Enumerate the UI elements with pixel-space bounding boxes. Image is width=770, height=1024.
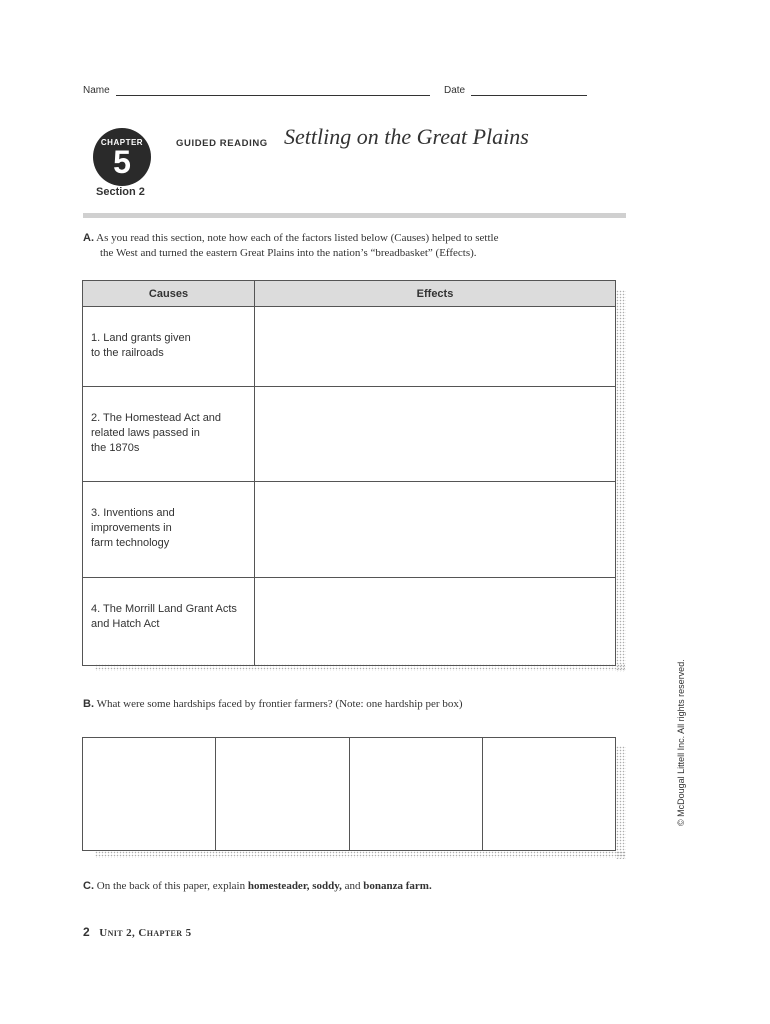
causes-header: Causes — [83, 281, 255, 307]
effect-cell[interactable] — [255, 578, 616, 666]
part-a-letter: A. — [83, 232, 94, 244]
table-row — [83, 307, 616, 387]
hardship-box[interactable] — [483, 738, 615, 850]
page-title: Settling on the Great Plains — [284, 124, 529, 149]
part-a-instructions — [83, 231, 623, 261]
hardship-boxes — [82, 737, 616, 851]
boxes-shadow-bottom — [95, 851, 625, 858]
table-row — [83, 578, 616, 666]
hardship-box[interactable] — [216, 738, 349, 850]
term-homesteader: homesteader, — [247, 880, 310, 892]
page-footer — [83, 925, 192, 939]
name-label: Name — [83, 85, 110, 96]
cause-text: 3. Inventions and improvements in farm technology — [91, 507, 175, 549]
part-c-joiner: and — [341, 880, 364, 892]
effect-cell[interactable] — [255, 387, 616, 482]
effect-cell[interactable] — [255, 307, 616, 387]
boxes-shadow-right — [616, 746, 626, 859]
page-number: 2 — [83, 925, 91, 939]
cause-text: 4. The Morrill Land Grant Acts and Hatch Act — [91, 603, 237, 630]
date-label: Date — [444, 85, 466, 96]
part-a-line1: As you read this section, note how each of the factors listed below (Causes) helped to settle — [96, 232, 499, 244]
copyright-notice: © McDougal Littell Inc. All rights reserved. — [676, 659, 686, 826]
part-c-text: On the back of this paper, explain — [96, 880, 248, 892]
name-field[interactable] — [116, 95, 430, 96]
chapter-badge — [93, 128, 151, 186]
cause-text: 2. The Homestead Act and related laws passed in the 1870s — [91, 412, 222, 454]
unit-chapter-label: Unit 2, Chapter 5 — [99, 927, 192, 939]
part-c-instructions — [83, 879, 623, 894]
part-c-letter: C. — [83, 880, 94, 892]
section-label: Section 2 — [96, 186, 145, 198]
chapter-number: 5 — [113, 144, 131, 180]
header-rule — [83, 213, 626, 218]
part-a-line2: the West and turned the eastern Great Plains into the nation’s “breadbasket” (Effects). — [100, 247, 477, 259]
effect-cell[interactable] — [255, 482, 616, 578]
hardship-box[interactable] — [83, 738, 216, 850]
part-b-instructions — [83, 697, 623, 712]
causes-effects-table — [82, 280, 616, 666]
table-shadow-right — [616, 290, 626, 672]
table-row — [83, 387, 616, 482]
chapter-label: CHAPTER — [100, 138, 144, 147]
term-soddy: soddy, — [312, 880, 342, 892]
part-b-letter: B. — [83, 698, 94, 710]
table-row — [83, 482, 616, 578]
date-field[interactable] — [471, 95, 587, 96]
part-b-text: What were some hardships faced by frontier farmers? (Note: one hardship per box) — [96, 698, 463, 710]
hardship-box[interactable] — [350, 738, 483, 850]
cause-text: 1. Land grants given to the railroads — [91, 332, 191, 359]
guided-reading-label: GUIDED READING — [176, 138, 268, 149]
effects-header: Effects — [255, 281, 616, 307]
term-bonanza-farm: bonanza farm. — [363, 880, 432, 892]
